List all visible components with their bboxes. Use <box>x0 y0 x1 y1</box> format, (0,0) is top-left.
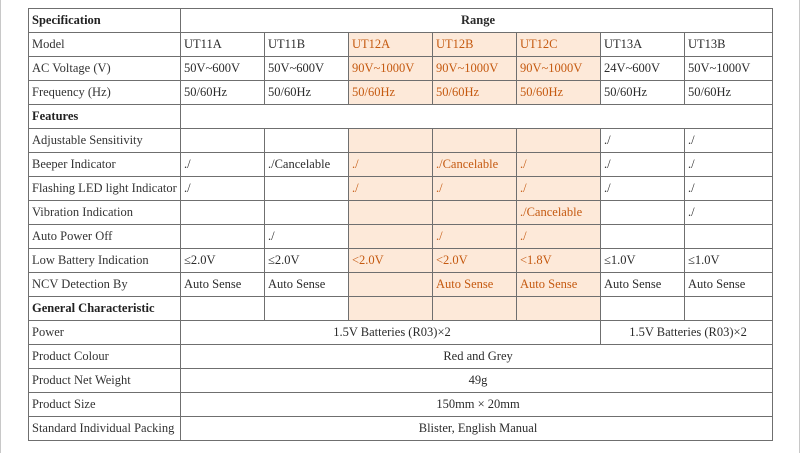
check-mark-icon: ./ <box>685 201 773 225</box>
feature-cell: ./Cancelable <box>265 153 349 177</box>
power-value: 1.5V Batteries (R03)×2 <box>181 321 601 345</box>
feature-cell: <2.0V <box>433 249 517 273</box>
feature-row <box>29 273 773 297</box>
features-heading-spacer <box>181 105 773 129</box>
frequency-label: Frequency (Hz) <box>29 81 181 105</box>
weight-row <box>29 369 773 393</box>
feature-cell: ./Cancelable <box>433 153 517 177</box>
ac-voltage-cell: 24V~600V <box>601 57 685 81</box>
packing-value: Blister, English Manual <box>181 417 773 441</box>
model-cell: UT13A <box>601 33 685 57</box>
model-label: Model <box>29 33 181 57</box>
check-mark-icon: ./ <box>349 177 433 201</box>
frequency-cell: 50/60Hz <box>349 81 433 105</box>
spec-table <box>28 8 773 441</box>
check-mark-icon: ./ <box>181 153 265 177</box>
general-heading-spacer <box>181 297 265 321</box>
check-mark-icon: ./ <box>181 177 265 201</box>
check-mark-icon: ./ <box>349 153 433 177</box>
ac-voltage-cell: 50V~600V <box>181 57 265 81</box>
feature-cell <box>181 225 265 249</box>
feature-cell <box>685 225 773 249</box>
size-label: Product Size <box>29 393 181 417</box>
feature-row <box>29 201 773 225</box>
model-cell: UT12B <box>433 33 517 57</box>
general-heading-spacer <box>265 297 349 321</box>
feature-row <box>29 225 773 249</box>
feature-cell <box>349 129 433 153</box>
feature-label: NCV Detection By <box>29 273 181 297</box>
feature-label: Auto Power Off <box>29 225 181 249</box>
feature-cell: Auto Sense <box>601 273 685 297</box>
feature-row <box>29 129 773 153</box>
feature-cell <box>601 225 685 249</box>
general-heading-spacer <box>349 297 433 321</box>
feature-cell: Auto Sense <box>517 273 601 297</box>
frequency-cell: 50/60Hz <box>601 81 685 105</box>
weight-value: 49g <box>181 369 773 393</box>
feature-cell: ./Cancelable <box>517 201 601 225</box>
feature-cell <box>517 129 601 153</box>
check-mark-icon: ./ <box>601 153 685 177</box>
colour-label: Product Colour <box>29 345 181 369</box>
frequency-cell: 50/60Hz <box>685 81 773 105</box>
feature-cell <box>181 201 265 225</box>
feature-row <box>29 177 773 201</box>
frequency-row <box>29 81 773 105</box>
packing-row <box>29 417 773 441</box>
feature-cell <box>349 225 433 249</box>
feature-cell <box>433 201 517 225</box>
ac-voltage-cell: 90V~1000V <box>517 57 601 81</box>
feature-cell: ≤2.0V <box>265 249 349 273</box>
model-cell: UT13B <box>685 33 773 57</box>
general-heading-row <box>29 297 773 321</box>
range-heading: Range <box>181 9 773 33</box>
ac-voltage-cell: 50V~600V <box>265 57 349 81</box>
check-mark-icon: ./ <box>517 225 601 249</box>
check-mark-icon: ./ <box>265 225 349 249</box>
size-value: 150mm × 20mm <box>181 393 773 417</box>
check-mark-icon: ./ <box>685 129 773 153</box>
feature-cell <box>265 129 349 153</box>
check-mark-icon: ./ <box>685 153 773 177</box>
feature-cell <box>433 129 517 153</box>
size-row <box>29 393 773 417</box>
feature-cell: ≤1.0V <box>685 249 773 273</box>
feature-cell: <2.0V <box>349 249 433 273</box>
power-label: Power <box>29 321 181 345</box>
feature-cell: Auto Sense <box>181 273 265 297</box>
model-cell: UT11A <box>181 33 265 57</box>
power-row <box>29 321 773 345</box>
feature-label: Low Battery Indication <box>29 249 181 273</box>
ac-voltage-cell: 90V~1000V <box>433 57 517 81</box>
frequency-cell: 50/60Hz <box>517 81 601 105</box>
feature-label: Adjustable Sensitivity <box>29 129 181 153</box>
check-mark-icon: ./ <box>433 225 517 249</box>
power-value-ut13: 1.5V Batteries (R03)×2 <box>601 321 773 345</box>
general-heading-spacer <box>601 297 685 321</box>
frequency-cell: 50/60Hz <box>181 81 265 105</box>
feature-label: Beeper Indicator <box>29 153 181 177</box>
specification-heading: Specification <box>29 9 181 33</box>
feature-cell <box>265 177 349 201</box>
model-cell: UT12A <box>349 33 433 57</box>
feature-cell: Auto Sense <box>433 273 517 297</box>
ac-voltage-cell: 50V~1000V <box>685 57 773 81</box>
ac-voltage-row <box>29 57 773 81</box>
header-row <box>29 9 773 33</box>
feature-cell: Auto Sense <box>265 273 349 297</box>
model-cell: UT11B <box>265 33 349 57</box>
check-mark-icon: ./ <box>517 153 601 177</box>
feature-cell: <1.8V <box>517 249 601 273</box>
check-mark-icon: ./ <box>601 177 685 201</box>
general-heading-spacer <box>433 297 517 321</box>
general-heading-spacer <box>517 297 601 321</box>
model-row <box>29 33 773 57</box>
feature-cell: ≤2.0V <box>181 249 265 273</box>
check-mark-icon: ./ <box>517 177 601 201</box>
colour-row <box>29 345 773 369</box>
general-heading: General Characteristic <box>29 297 181 321</box>
frequency-cell: 50/60Hz <box>433 81 517 105</box>
colour-value: Red and Grey <box>181 345 773 369</box>
features-heading-row <box>29 105 773 129</box>
weight-label: Product Net Weight <box>29 369 181 393</box>
frequency-cell: 50/60Hz <box>265 81 349 105</box>
feature-row <box>29 153 773 177</box>
packing-label: Standard Individual Packing <box>29 417 181 441</box>
feature-label: Vibration Indication <box>29 201 181 225</box>
ac-voltage-label: AC Voltage (V) <box>29 57 181 81</box>
feature-cell <box>265 201 349 225</box>
general-heading-spacer <box>685 297 773 321</box>
feature-cell <box>349 273 433 297</box>
feature-cell <box>349 201 433 225</box>
check-mark-icon: ./ <box>433 177 517 201</box>
check-mark-icon: ./ <box>685 177 773 201</box>
model-cell: UT12C <box>517 33 601 57</box>
feature-cell <box>601 201 685 225</box>
feature-cell: ≤1.0V <box>601 249 685 273</box>
feature-row <box>29 249 773 273</box>
feature-cell: Auto Sense <box>685 273 773 297</box>
ac-voltage-cell: 90V~1000V <box>349 57 433 81</box>
feature-label: Flashing LED light Indicator <box>29 177 181 201</box>
feature-cell <box>181 129 265 153</box>
features-heading: Features <box>29 105 181 129</box>
check-mark-icon: ./ <box>601 129 685 153</box>
